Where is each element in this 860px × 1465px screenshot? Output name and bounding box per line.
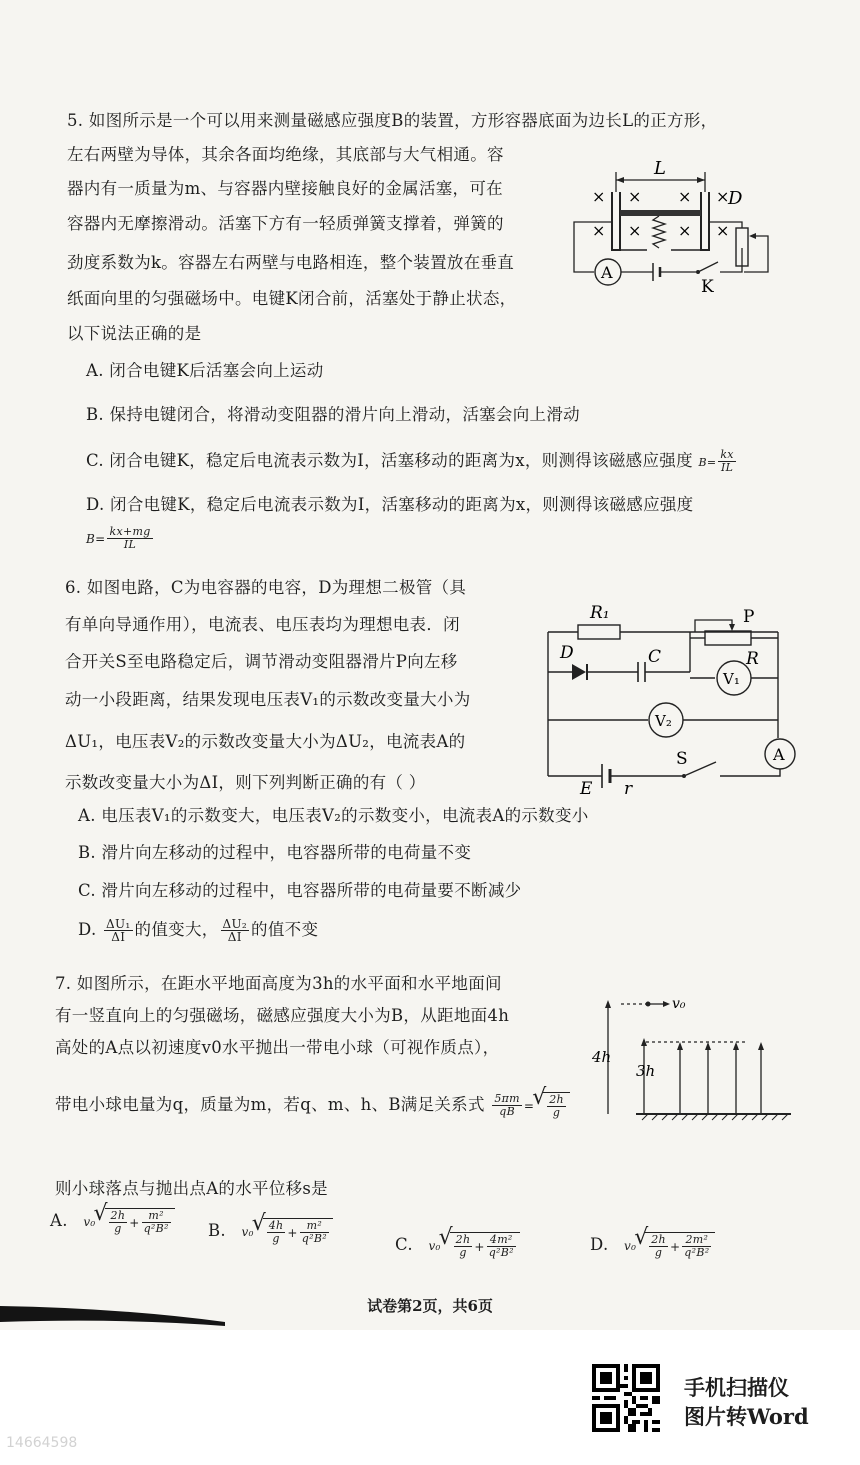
q6-option-d-end: 的值不变 xyxy=(251,920,319,939)
q7-figure xyxy=(586,990,796,1130)
wire-bottom xyxy=(720,769,780,776)
field-cross: × xyxy=(716,221,730,240)
q7-line-2: 有一竖直向上的匀强磁场，磁感应强度大小为B，从距地面4h xyxy=(55,1006,510,1025)
shadow-stroke xyxy=(0,1306,225,1326)
dimension-arrow-right xyxy=(697,177,705,183)
option-plus: + xyxy=(129,1216,140,1230)
rheostat-slider-arrow xyxy=(749,233,756,239)
q7-option-d xyxy=(590,1232,715,1259)
resistor-r1 xyxy=(578,625,620,639)
field-cross: × xyxy=(628,187,642,206)
label-r: R xyxy=(746,649,759,669)
q5-option-d-formula xyxy=(86,526,155,551)
frac-numerator: √ 4h xyxy=(268,1219,284,1232)
field-arrowhead xyxy=(733,1042,739,1050)
slider-wire xyxy=(695,620,732,632)
q7-relation-sqrt xyxy=(543,1092,570,1119)
option-label: D. xyxy=(590,1235,609,1254)
frac-denominator: qB xyxy=(499,1105,515,1118)
field-cross: × xyxy=(628,221,642,240)
page-footer: 试卷第2页，共6页 xyxy=(367,1297,493,1315)
q6-line-4: 动一小段距离，结果发现电压表V₁的示数改变量大小为 xyxy=(65,690,471,709)
q5-line-6: 纸面向里的匀强磁场中。电键K闭合前，活塞处于静止状态， xyxy=(67,289,517,308)
frac-denominator: ΔI xyxy=(227,930,242,944)
field-arrowhead xyxy=(758,1042,764,1050)
option-fraction-1 xyxy=(649,1234,668,1259)
q6-option-d-mid: 的值变大， xyxy=(134,920,219,939)
option-plus: + xyxy=(287,1226,298,1240)
page-edge-shadow xyxy=(0,1300,240,1340)
option-label: C. xyxy=(395,1235,413,1254)
piston xyxy=(620,210,701,216)
frac-numerator: √ 2h xyxy=(110,1209,126,1222)
q6-option-d-fraction-1 xyxy=(104,918,133,943)
label-4h: 4h xyxy=(592,1048,612,1066)
option-plus: + xyxy=(669,1240,681,1254)
q6-line-5: ΔU₁，电压表V₂的示数改变量大小为ΔU₂，电流表A的 xyxy=(65,732,466,751)
label-ammeter: A xyxy=(601,263,613,282)
q6-option-c: C. 滑片向左移动的过程中，电容器所带的电荷量要不断减少 xyxy=(78,881,522,900)
height-4h-arrow xyxy=(605,1000,611,1008)
frac-denominator: g xyxy=(272,1232,280,1245)
option-fraction-2 xyxy=(487,1234,516,1259)
switch-s xyxy=(684,762,716,776)
frac-numerator: 4m² xyxy=(487,1234,516,1247)
v0-arrowhead xyxy=(663,1001,670,1007)
q5-figure xyxy=(568,152,788,302)
label-v2: V₂ xyxy=(655,712,672,730)
option-fraction-1 xyxy=(454,1234,473,1259)
rheostat-r xyxy=(705,631,751,645)
option-fraction-1 xyxy=(267,1220,286,1245)
frac-numerator: √ 2h xyxy=(549,1093,564,1106)
q5-line-7: 以下说法正确的是 xyxy=(67,324,202,343)
switch-k xyxy=(698,262,718,272)
q6-option-d-label: D. xyxy=(78,920,97,939)
watermark-id: 14664598 xyxy=(6,1435,78,1451)
label-v0: v₀ xyxy=(672,996,686,1012)
qr-code xyxy=(592,1364,660,1432)
frac-numerator: m² xyxy=(300,1220,329,1233)
frac-denominator: q²B² xyxy=(684,1246,710,1259)
option-sqrt xyxy=(450,1232,520,1259)
q5-option-d-b: B= xyxy=(86,532,106,546)
frac-numerator: 2m² xyxy=(682,1234,711,1247)
field-cross: × xyxy=(678,187,692,206)
q7-line-4 xyxy=(55,1092,570,1119)
label-r1: R₁ xyxy=(590,603,610,623)
q5-option-c-text: C. 闭合电键K，稳定后电流表示数为I，活塞移动的距离为x，则测得该磁感应强度 xyxy=(86,451,693,470)
q6-figure xyxy=(540,598,800,798)
label-a: A xyxy=(773,745,785,764)
q5-option-a: A. 闭合电键K后活塞会向上运动 xyxy=(86,361,324,380)
frac-denominator: g xyxy=(552,1106,561,1119)
frac-denominator: g xyxy=(654,1246,663,1259)
wire-right-bottom xyxy=(720,248,742,272)
option-fraction-1 xyxy=(109,1210,128,1235)
q6-line-3: 合开关S至电路稳定后，调节滑动变阻器滑片P向左移 xyxy=(65,652,458,671)
field-arrowhead xyxy=(677,1042,683,1050)
q5-line-1: 5. 如图所示是一个可以用来测量磁感应强度B的装置，方形容器底面为边长L的正方形， xyxy=(67,111,718,130)
option-fraction-2 xyxy=(300,1220,329,1245)
scan-caption-2: 图片转Word xyxy=(684,1404,809,1429)
q6-option-b: B. 滑片向左移动的过程中，电容器所带的电荷量不变 xyxy=(78,843,472,862)
frac-numerator: kx+mg xyxy=(109,525,151,538)
option-plus: + xyxy=(474,1240,485,1254)
label-s: S xyxy=(676,749,688,769)
frac-numerator: kx xyxy=(720,448,734,461)
q5-option-b: B. 保持电键闭合，将滑动变阻器的滑片向上滑动，活塞会向上滑动 xyxy=(86,405,580,424)
frac-numerator: ΔU₂ xyxy=(222,917,248,931)
container-right-wall xyxy=(701,192,709,250)
label-r-internal: r xyxy=(624,779,633,798)
option-sqrt xyxy=(105,1208,175,1235)
field-arrowhead xyxy=(705,1042,711,1050)
option-fraction-2 xyxy=(142,1210,171,1235)
frac-numerator: 5πm xyxy=(494,1092,520,1105)
option-fraction-2 xyxy=(682,1234,711,1259)
option-sqrt xyxy=(645,1232,715,1259)
q5-option-c-fraction xyxy=(718,449,735,474)
label-d: D xyxy=(560,643,574,663)
q6-option-d xyxy=(78,918,318,943)
dimension-arrow-left xyxy=(616,177,624,183)
frac-numerator: m² xyxy=(142,1210,171,1223)
q7-option-c xyxy=(395,1232,520,1259)
q7-line-5: 则小球落点与抛出点A的水平位移s是 xyxy=(55,1179,328,1198)
option-v0: v₀ xyxy=(83,1215,96,1229)
q7-relation-fraction-1 xyxy=(492,1093,522,1118)
rheostat-slider-wire xyxy=(752,236,768,252)
q5-line-4: 容器内无摩擦滑动。活塞下方有一轻质弹簧支撑着，弹簧的 xyxy=(67,214,504,233)
spring xyxy=(653,216,665,248)
q5-line-5: 劲度系数为k。容器左右两壁与电路相连，整个装置放在垂直 xyxy=(67,253,515,272)
q7-option-a xyxy=(50,1208,175,1235)
scan-caption-1: 手机扫描仪 xyxy=(684,1375,789,1400)
q7-line-1: 7. 如图所示，在距水平地面高度为3h的水平面和水平地面间 xyxy=(55,974,502,993)
frac-denominator: ΔI xyxy=(111,930,126,944)
frac-denominator: q²B² xyxy=(143,1222,169,1235)
frac-numerator: √ 2h xyxy=(651,1233,666,1246)
q6-option-d-fraction-2 xyxy=(221,918,250,943)
q5-option-c-b: B= xyxy=(698,456,717,469)
q7-relation-equals: = xyxy=(523,1099,535,1113)
label-c: C xyxy=(648,647,662,667)
field-cross: × xyxy=(716,187,730,206)
field-cross: × xyxy=(678,221,692,240)
option-sqrt xyxy=(263,1218,333,1245)
q5-option-c xyxy=(86,449,738,474)
q5-line-2: 左右两壁为导体，其余各面均绝缘，其底部与大气相通。容 xyxy=(67,145,504,164)
label-L: L xyxy=(654,158,666,179)
label-K: K xyxy=(701,277,714,297)
option-v0: v₀ xyxy=(241,1225,254,1239)
q6-line-1: 6. 如图电路，C为电容器的电容，D为理想二极管（具 xyxy=(65,578,467,597)
q5-option-d: D. 闭合电键K，稳定后电流表示数为I，活塞移动的距离为x，则测得该磁感应强度 xyxy=(86,495,694,514)
q5-line-3: 器内有一质量为m、与容器内壁接触良好的金属活塞，可在 xyxy=(67,179,503,198)
frac-denominator: q²B² xyxy=(301,1232,327,1245)
q7-option-b xyxy=(208,1218,333,1245)
frac-denominator: g xyxy=(114,1222,122,1235)
label-p: P xyxy=(743,607,755,627)
q7-line-4-text: 带电小球电量为q，质量为m，若q、m、h、B满足关系式 xyxy=(55,1095,485,1114)
frac-denominator: IL xyxy=(720,461,734,474)
option-label: A. xyxy=(50,1211,68,1230)
field-cross: × xyxy=(592,221,606,240)
option-v0: v₀ xyxy=(428,1239,441,1253)
frac-denominator: q²B² xyxy=(488,1246,514,1259)
q5-option-d-fraction xyxy=(107,526,152,551)
container-left-wall xyxy=(612,192,620,250)
q7-line-3: 高处的A点以初速度v0水平抛出一带电小球（可视作质点）， xyxy=(55,1038,500,1057)
option-v0: v₀ xyxy=(624,1239,637,1253)
q7-relation-fraction-2 xyxy=(547,1094,566,1119)
label-3h: 3h xyxy=(636,1062,656,1080)
q6-line-2: 有单向导通作用），电流表、电压表均为理想电表．闭 xyxy=(65,615,460,634)
field-cross: × xyxy=(592,187,606,206)
q6-line-6: 示数改变量大小为ΔI，则下列判断正确的有（ ） xyxy=(65,773,426,792)
frac-numerator: ΔU₁ xyxy=(106,917,131,931)
frac-denominator: IL xyxy=(123,538,137,551)
frac-denominator: g xyxy=(459,1246,467,1259)
slider-p-arrow xyxy=(729,624,735,631)
diode xyxy=(572,664,586,680)
q6-option-a: A. 电压表V₁的示数变大，电压表V₂的示数变小，电流表A的示数变小 xyxy=(78,806,589,825)
frac-numerator: √ 2h xyxy=(455,1233,471,1246)
option-label: B. xyxy=(208,1221,226,1240)
label-v1: V₁ xyxy=(723,670,740,688)
label-e: E xyxy=(580,779,593,798)
label-D: D xyxy=(728,188,743,209)
